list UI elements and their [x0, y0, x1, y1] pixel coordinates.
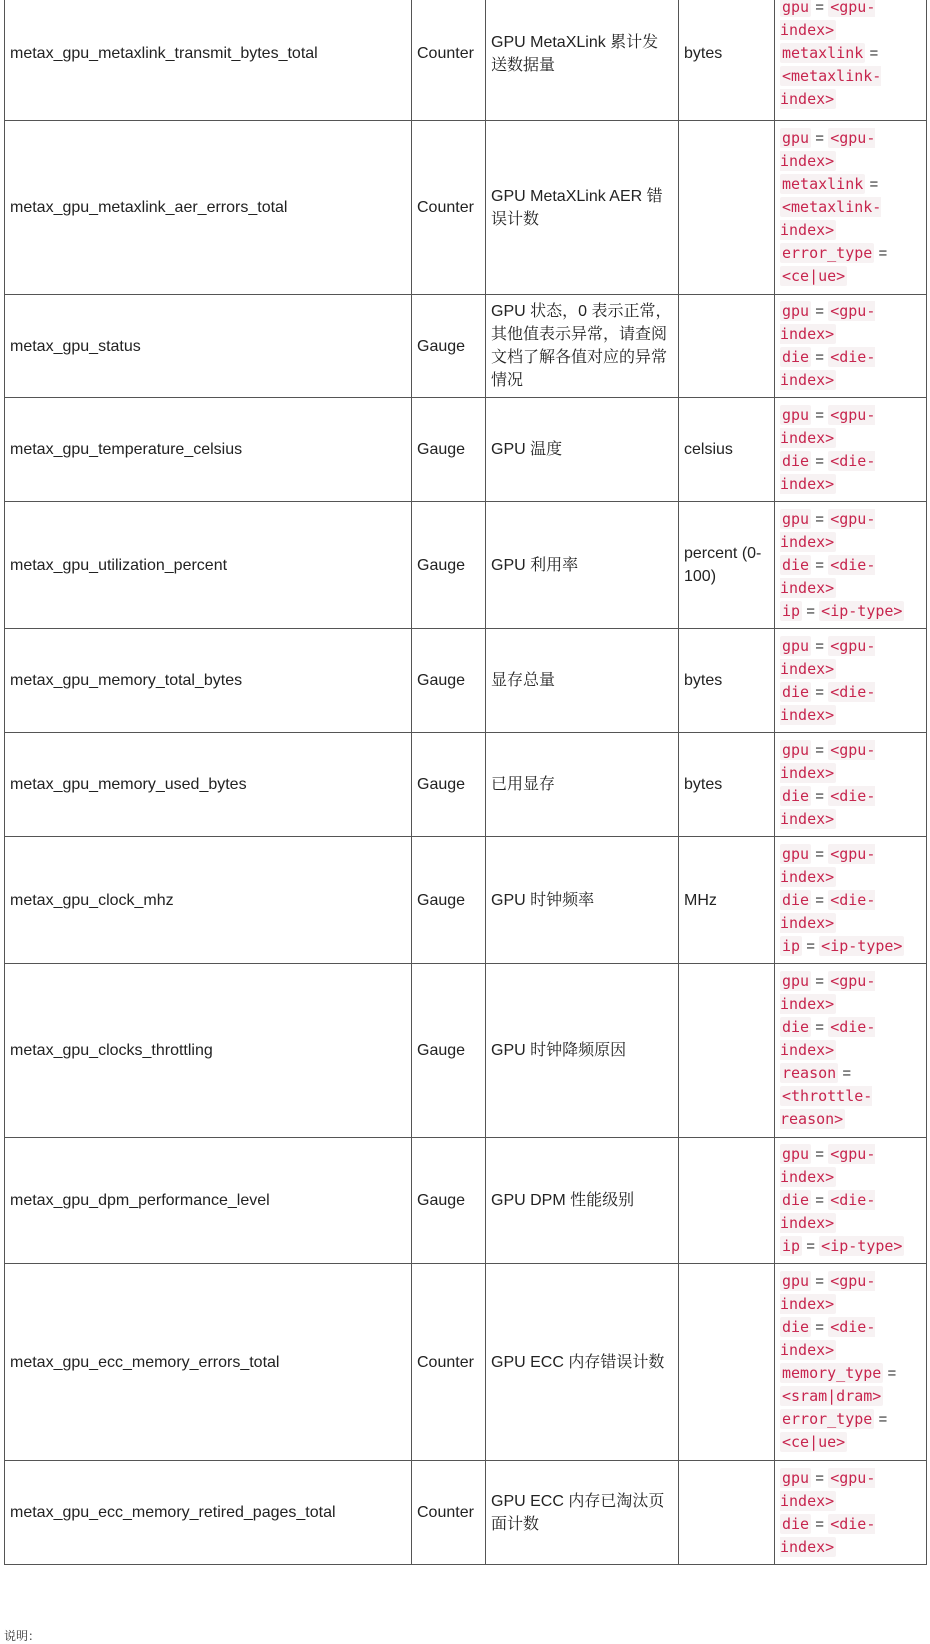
label-line [780, 1467, 921, 1513]
metric-type-cell: Counter [412, 121, 486, 295]
label-equals: = [811, 303, 829, 320]
label-key: error_type [782, 244, 873, 262]
label-equals: = [811, 741, 829, 759]
label-equals: = [811, 1515, 829, 1533]
label-line [780, 42, 921, 111]
metric-description-cell: GPU MetaXLink 累计发送数据量 [486, 0, 679, 121]
metric-description-cell: GPU ECC 内存错误计数 [486, 1264, 679, 1461]
metric-type-cell: Gauge [412, 398, 486, 502]
label-line [780, 242, 921, 288]
metric-type-cell: Gauge [412, 502, 486, 629]
label-equals: = [811, 683, 829, 701]
metric-name-cell: metax_gpu_clock_mhz [5, 837, 412, 964]
label-line [780, 173, 921, 242]
label-equals: = [802, 937, 820, 955]
label-line [780, 450, 921, 496]
label-key: error_type [782, 1410, 873, 1428]
table-row [5, 502, 927, 629]
label-line [780, 1189, 921, 1235]
metric-description-cell: GPU DPM 性能级别 [486, 1138, 679, 1264]
metric-unit-cell: bytes [679, 629, 775, 733]
metric-description-cell: GPU 状态，0 表示正常，其他值表示异常，请查阅文档了解各值对应的异常情况 [486, 295, 679, 398]
metric-type-cell: Gauge [412, 964, 486, 1138]
metric-unit-cell [679, 121, 775, 295]
label-value: <ip-type> [821, 1237, 903, 1255]
label-key: die [782, 1018, 810, 1036]
label-equals: = [811, 0, 829, 16]
label-equals: = [811, 845, 829, 863]
metric-unit-cell [679, 1264, 775, 1461]
label-value: <ce|ue> [782, 267, 846, 285]
metric-labels-cell [775, 1461, 927, 1565]
metric-description-cell: 显存总量 [486, 629, 679, 733]
label-key: die [782, 682, 810, 701]
label-value: <throttle-reason> [780, 1087, 873, 1128]
metric-unit-cell: bytes [679, 0, 775, 121]
label-key: die [782, 1514, 810, 1533]
label-value: <die-index> [780, 555, 876, 597]
metric-labels-cell [775, 733, 927, 837]
label-equals: = [802, 602, 820, 620]
table-row [5, 1461, 927, 1565]
metrics-table-body [5, 0, 927, 1565]
metric-labels-cell [775, 1138, 927, 1264]
metric-unit-cell [679, 1138, 775, 1264]
table-row [5, 1264, 927, 1461]
label-key: gpu [782, 302, 810, 320]
metric-labels-cell [775, 629, 927, 733]
label-equals: = [811, 1469, 829, 1487]
metric-description-cell: GPU 温度 [486, 398, 679, 502]
footer-note: 说明： [4, 1629, 41, 1643]
metric-unit-cell [679, 295, 775, 398]
metric-type-cell: Counter [412, 1264, 486, 1461]
label-equals: = [811, 1146, 829, 1163]
metric-unit-cell: percent (0-100) [679, 502, 775, 629]
label-line [780, 785, 921, 831]
label-value: <die-index> [780, 1514, 876, 1556]
label-key: die [782, 1318, 810, 1336]
metric-name-cell: metax_gpu_ecc_memory_errors_total [5, 1264, 412, 1461]
metric-name-cell: metax_gpu_status [5, 295, 412, 398]
table-row [5, 733, 927, 837]
metric-type-cell: Counter [412, 1461, 486, 1565]
metric-description-cell: GPU 时钟频率 [486, 837, 679, 964]
label-equals: = [811, 1019, 829, 1036]
label-equals: = [811, 130, 829, 147]
label-equals: = [811, 1192, 829, 1209]
table-row [5, 837, 927, 964]
label-line [780, 404, 921, 450]
label-equals: = [811, 637, 829, 655]
label-value: <die-index> [780, 890, 876, 932]
label-key: gpu [782, 1272, 810, 1290]
label-equals: = [811, 1319, 829, 1336]
table-row [5, 121, 927, 295]
label-equals: = [811, 891, 829, 909]
label-line [780, 1513, 921, 1559]
label-line [780, 1270, 921, 1316]
label-key: die [782, 1191, 810, 1209]
label-line [780, 935, 921, 958]
label-line [780, 300, 921, 346]
metric-labels-cell [775, 121, 927, 295]
label-key: gpu [782, 1145, 810, 1163]
label-equals: = [811, 510, 829, 528]
metric-labels-cell [775, 1264, 927, 1461]
label-line [780, 1143, 921, 1189]
label-line [780, 681, 921, 727]
metric-name-cell: metax_gpu_dpm_performance_level [5, 1138, 412, 1264]
label-key: gpu [782, 1468, 810, 1487]
label-line [780, 635, 921, 681]
label-line [780, 1362, 921, 1408]
label-equals: = [811, 349, 829, 366]
label-key: gpu [782, 636, 810, 655]
metric-description-cell: GPU MetaXLink AER 错误计数 [486, 121, 679, 295]
metric-type-cell: Gauge [412, 837, 486, 964]
label-value: <gpu-index> [780, 972, 876, 1013]
label-equals: = [811, 406, 829, 424]
label-value: <gpu-index> [780, 509, 876, 551]
label-line [780, 1316, 921, 1362]
metric-labels-cell [775, 837, 927, 964]
metric-labels-cell [775, 502, 927, 629]
metric-description-cell: GPU 利用率 [486, 502, 679, 629]
label-value: <metaxlink-index> [780, 67, 882, 108]
table-row [5, 398, 927, 502]
label-value: <gpu-index> [780, 1272, 876, 1313]
label-line [780, 554, 921, 600]
metric-unit-cell: MHz [679, 837, 775, 964]
label-key: reason [782, 1064, 837, 1082]
label-line [780, 0, 921, 42]
label-value: <die-index> [780, 1318, 876, 1359]
table-row [5, 0, 927, 121]
table-row [5, 964, 927, 1138]
metric-type-cell: Gauge [412, 733, 486, 837]
label-key: ip [782, 601, 801, 620]
label-key: ip [782, 1237, 801, 1255]
label-key: gpu [782, 129, 810, 147]
metric-description-cell: 已用显存 [486, 733, 679, 837]
label-key: gpu [780, 0, 811, 17]
metric-description-cell: GPU ECC 内存已淘汰页面计数 [486, 1461, 679, 1565]
label-value: <gpu-index> [780, 636, 876, 678]
label-value: <die-index> [780, 451, 876, 493]
label-key: metaxlink [782, 175, 864, 193]
metric-unit-cell: bytes [679, 733, 775, 837]
label-equals: = [811, 556, 829, 574]
metric-labels-cell [775, 295, 927, 398]
label-equals: = [811, 973, 829, 990]
label-equals: = [874, 245, 888, 262]
label-line [780, 970, 921, 1016]
metric-name-cell: metax_gpu_metaxlink_transmit_bytes_total [5, 0, 412, 121]
label-key: die [782, 786, 810, 805]
label-line [780, 346, 921, 392]
label-line [780, 127, 921, 173]
label-key: gpu [782, 844, 810, 863]
label-value: <gpu-index> [780, 0, 875, 40]
label-line [780, 1235, 921, 1258]
label-equals: = [883, 1365, 897, 1382]
label-line [780, 739, 921, 785]
metric-labels-cell [775, 964, 927, 1138]
metric-description-cell: GPU 时钟降频原因 [486, 964, 679, 1138]
label-line [780, 889, 921, 935]
metric-name-cell: metax_gpu_utilization_percent [5, 502, 412, 629]
metric-name-cell: metax_gpu_memory_total_bytes [5, 629, 412, 733]
label-key: die [782, 890, 810, 909]
label-key: die [782, 348, 810, 366]
metric-name-cell: metax_gpu_clocks_throttling [5, 964, 412, 1138]
label-line [780, 1062, 921, 1131]
label-line [780, 1408, 921, 1454]
metric-type-cell: Gauge [412, 629, 486, 733]
label-key: ip [782, 936, 801, 955]
label-value: <gpu-index> [780, 844, 876, 886]
metrics-table [4, 0, 927, 1565]
metric-name-cell: metax_gpu_metaxlink_aer_errors_total [5, 121, 412, 295]
label-value: <sram|dram> [782, 1387, 882, 1405]
label-line [780, 1016, 921, 1062]
label-key: die [782, 451, 810, 470]
label-key: gpu [782, 972, 810, 990]
label-line [780, 508, 921, 554]
label-line [780, 600, 921, 623]
metric-unit-cell: celsius [679, 398, 775, 502]
table-row [5, 629, 927, 733]
label-line [780, 843, 921, 889]
label-value: <die-index> [780, 1018, 876, 1059]
label-key: die [782, 555, 810, 574]
label-equals: = [865, 176, 879, 193]
label-key: gpu [782, 509, 810, 528]
label-equals: = [874, 1411, 888, 1428]
label-value: <gpu-index> [780, 405, 876, 447]
label-equals: = [802, 1238, 820, 1255]
metric-name-cell: metax_gpu_ecc_memory_retired_pages_total [5, 1461, 412, 1565]
label-key: gpu [782, 405, 810, 424]
metric-name-cell: metax_gpu_memory_used_bytes [5, 733, 412, 837]
label-value: <ip-type> [821, 601, 903, 620]
table-row [5, 295, 927, 398]
metric-name-cell: metax_gpu_temperature_celsius [5, 398, 412, 502]
label-key: metaxlink [782, 44, 864, 62]
metric-labels-cell [775, 398, 927, 502]
label-value: <metaxlink-index> [780, 198, 882, 239]
label-value: <ce|ue> [782, 1433, 846, 1451]
label-value: <die-index> [780, 682, 876, 724]
label-value: <gpu-index> [780, 1145, 876, 1186]
label-equals: = [838, 1065, 852, 1082]
metric-type-cell: Gauge [412, 295, 486, 398]
metric-unit-cell [679, 964, 775, 1138]
label-value: <die-index> [780, 348, 876, 389]
label-value: <gpu-index> [780, 302, 876, 343]
label-equals: = [811, 787, 829, 805]
metric-unit-cell [679, 1461, 775, 1565]
label-equals: = [811, 1273, 829, 1290]
label-value: <die-index> [780, 786, 876, 828]
label-value: <die-index> [780, 1191, 876, 1232]
label-value: <gpu-index> [780, 129, 876, 170]
table-row [5, 1138, 927, 1264]
metric-type-cell: Counter [412, 0, 486, 121]
label-value: <ip-type> [821, 936, 903, 955]
metric-type-cell: Gauge [412, 1138, 486, 1264]
label-key: memory_type [782, 1364, 882, 1382]
label-equals: = [865, 45, 879, 62]
label-equals: = [811, 452, 829, 470]
label-value: <gpu-index> [780, 1468, 876, 1510]
label-value: <gpu-index> [780, 740, 876, 782]
label-key: gpu [782, 740, 810, 759]
metric-labels-cell [775, 0, 927, 121]
